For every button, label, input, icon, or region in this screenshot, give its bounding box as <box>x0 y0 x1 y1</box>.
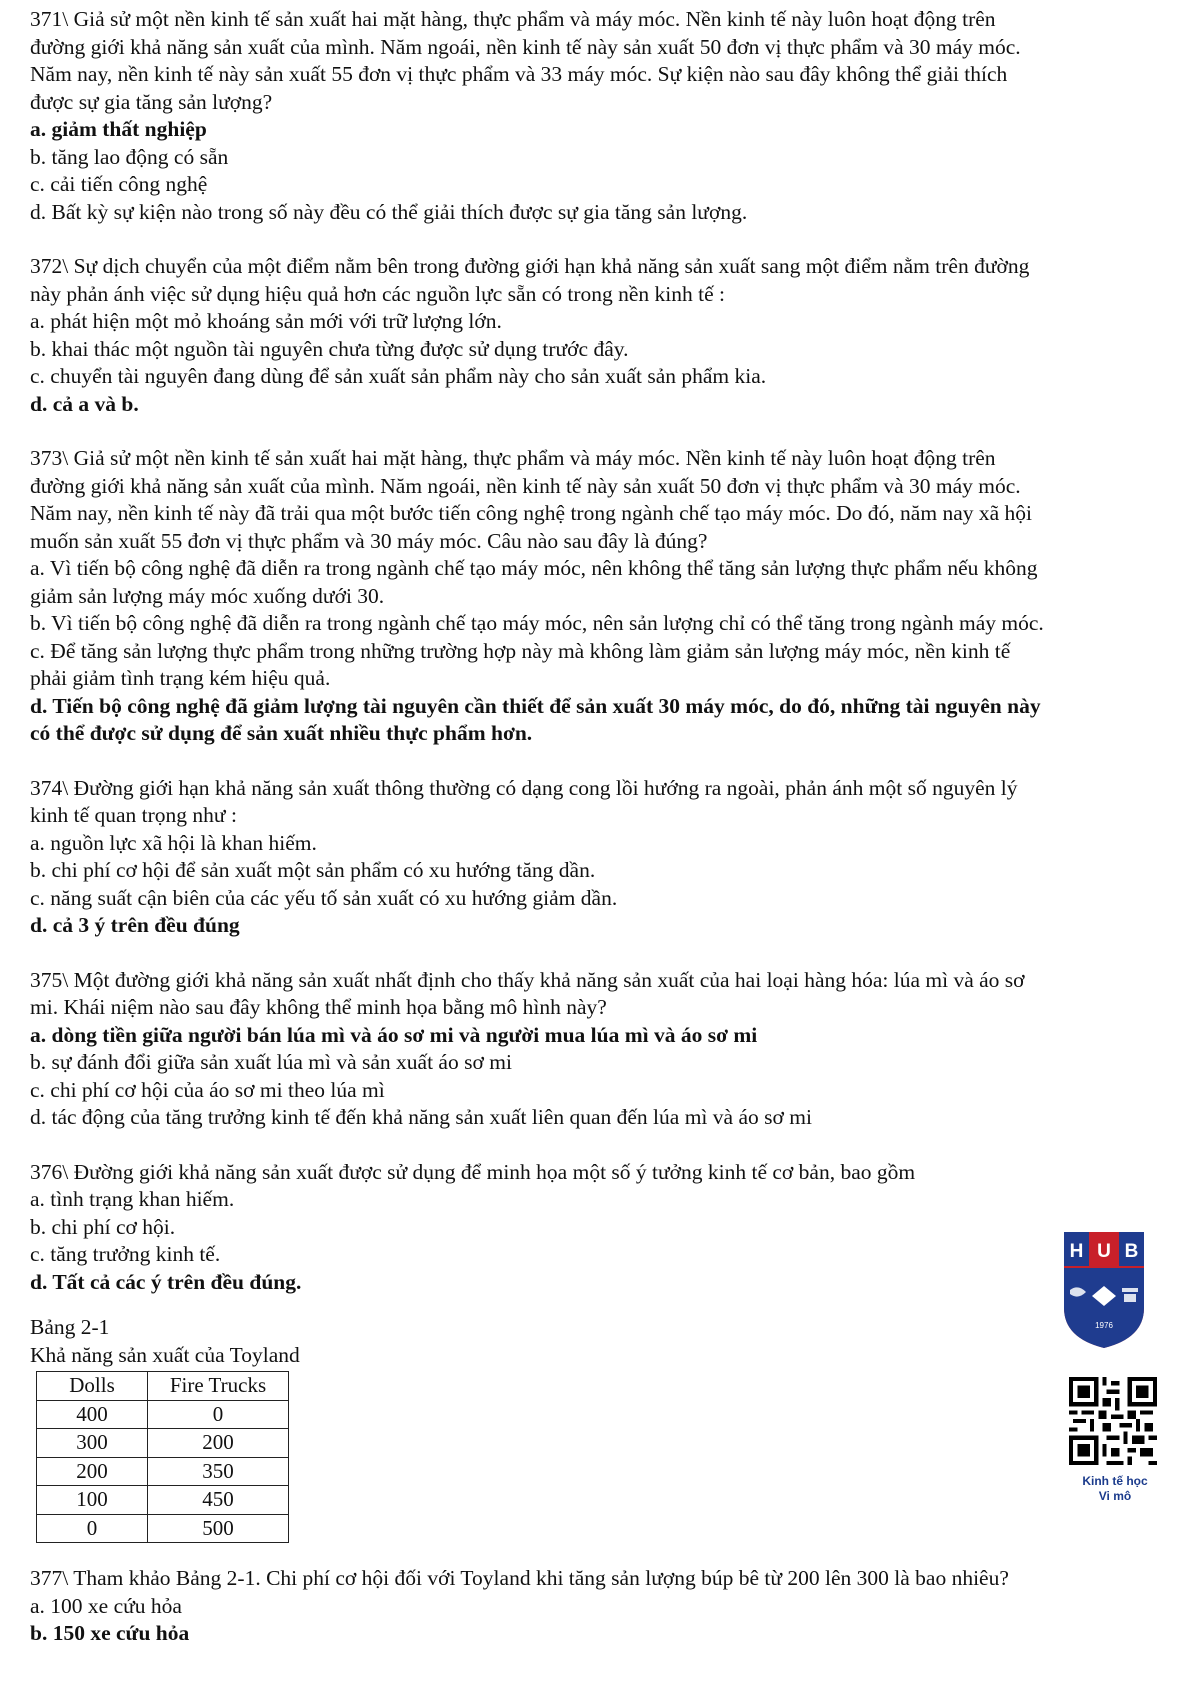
question-stem-line: được sự gia tăng sản lượng? <box>30 89 273 114</box>
qr-code-icon <box>1069 1377 1157 1465</box>
table-row <box>37 1457 289 1486</box>
question-block <box>30 6 1170 226</box>
table-cell: 100 <box>37 1486 148 1515</box>
production-possibilities-table <box>36 1371 289 1543</box>
answer-option: b. Vì tiến bộ công nghệ đã diễn ra trong ngành chế tạo máy móc, nên sản lượng chỉ có thể tăng trong ngành máy móc. <box>30 611 1044 635</box>
table-cell: 400 <box>37 1400 148 1429</box>
answer-option: c. tăng trưởng kinh tế. <box>30 1242 221 1266</box>
question-stem-line: 376\ Đường giới khả năng sản xuất được sử dụng để minh họa một số ý tưởng kinh tế cơ bản, bao gồm <box>30 1159 916 1184</box>
answer-option-correct: d. Tất cả các ý trên đều đúng. <box>30 1269 302 1294</box>
answer-option: c. cải tiến công nghệ <box>30 172 208 196</box>
logo-letter-u: U <box>1097 1241 1111 1262</box>
answer-option: a. nguồn lực xã hội là khan hiếm. <box>30 830 317 855</box>
question-block <box>30 445 1170 748</box>
answer-option: b. tăng lao động có sẵn <box>30 144 229 169</box>
answer-option: phải giảm tình trạng kém hiệu quả. <box>30 666 331 690</box>
column-header-fire-trucks: Fire Trucks <box>148 1372 289 1401</box>
table-cell: 350 <box>148 1457 289 1486</box>
answer-option: a. Vì tiến bộ công nghệ đã diễn ra trong ngành chế tạo máy móc, nên không thể tăng sản lượng thực phẩm nếu không <box>30 556 1038 580</box>
question-block <box>30 775 1170 940</box>
table-caption-number: Bảng 2-1 <box>30 1315 110 1339</box>
question-stem-line: kinh tế quan trọng như : <box>30 803 237 827</box>
table-header-row <box>37 1372 289 1401</box>
table-cell: 200 <box>148 1429 289 1458</box>
table-section <box>30 1314 1170 1543</box>
table-cell: 500 <box>148 1514 289 1543</box>
answer-option: c. Để tăng sản lượng thực phẩm trong những trường hợp này mà không làm giảm sản lượng máy móc, nền kinh tế <box>30 638 1011 663</box>
question-stem-line: 371\ Giả sử một nền kinh tế sản xuất hai mặt hàng, thực phẩm và máy móc. Nền kinh tế này luôn hoạt động trên <box>30 7 996 31</box>
logo-year: 1976 <box>1095 1321 1113 1330</box>
logo-letter-b: B <box>1124 1241 1139 1262</box>
answer-option: c. năng suất cận biên của các yếu tố sản xuất có xu hướng giảm dần. <box>30 885 618 910</box>
question-stem-line: đường giới khả năng sản xuất của mình. Năm ngoái, nền kinh tế này sản xuất 50 đơn vị thực phẩm và 30 máy móc. <box>30 34 1021 59</box>
answer-option: a. tình trạng khan hiếm. <box>30 1187 235 1211</box>
table-row <box>37 1514 289 1543</box>
answer-option: b. sự đánh đổi giữa sản xuất lúa mì và sản xuất áo sơ mi <box>30 1050 512 1074</box>
document-page <box>30 6 1170 1675</box>
university-logo-icon <box>1062 1230 1146 1350</box>
table-cell: 200 <box>37 1457 148 1486</box>
question-stem-line: đường giới khả năng sản xuất của mình. Năm ngoái, nền kinh tế này sản xuất 50 đơn vị thực phẩm và 30 máy móc. <box>30 473 1021 498</box>
question-stem-line: này phản ánh việc sử dụng hiệu quả hơn các nguồn lực sẵn có trong nền kinh tế : <box>30 281 726 306</box>
question-stem-line: 374\ Đường giới hạn khả năng sản xuất thông thường có dạng cong lồi hướng ra ngoài, phản ánh một số nguyên lý <box>30 775 1018 800</box>
answer-option: c. chi phí cơ hội của áo sơ mi theo lúa mì <box>30 1077 385 1102</box>
answer-option: d. tác động của tăng trưởng kinh tế đến khả năng sản xuất liên quan đến lúa mì và áo sơ mi <box>30 1105 812 1129</box>
answer-option: b. chi phí cơ hội. <box>30 1214 176 1239</box>
question-stem-line: 375\ Một đường giới khả năng sản xuất nhất định cho thấy khả năng sản xuất của hai loại hàng hóa: lúa mì và áo sơ <box>30 967 1025 992</box>
answer-option-correct: a. giảm thất nghiệp <box>30 117 207 141</box>
book-label <box>1060 1474 1170 1504</box>
question-stem-line: muốn sản xuất 55 đơn vị thực phẩm và 30 máy móc. Câu nào sau đây là đúng? <box>30 528 708 553</box>
answer-option: a. 100 xe cứu hỏa <box>30 1593 182 1618</box>
table-cell: 300 <box>37 1429 148 1458</box>
table-cell: 0 <box>148 1400 289 1429</box>
logo-letter-h: H <box>1069 1241 1084 1262</box>
book-label-line1: Kinh tế học <box>1082 1474 1148 1488</box>
answer-option-correct: d. cả 3 ý trên đều đúng <box>30 913 240 937</box>
question-stem-line: 372\ Sự dịch chuyển của một điểm nằm bên trong đường giới hạn khả năng sản xuất sang một điểm nằm trên đường <box>30 254 1030 278</box>
answer-option: c. chuyển tài nguyên đang dùng để sản xuất sản phẩm này cho sản xuất sản phẩm kia. <box>30 364 767 388</box>
question-377 <box>30 1565 1170 1648</box>
book-label-line2: Vi mô <box>1098 1489 1132 1503</box>
answer-option-correct: a. dòng tiền giữa người bán lúa mì và áo sơ mi và người mua lúa mì và áo sơ mi <box>30 1022 758 1047</box>
question-block <box>30 967 1170 1132</box>
table-row <box>37 1400 289 1429</box>
question-stem-line: 377\ Tham khảo Bảng 2-1. Chi phí cơ hội đối với Toyland khi tăng sản lượng búp bê từ 200 lên 300 là bao nhiêu? <box>30 1566 1009 1590</box>
question-stem-line: 373\ Giả sử một nền kinh tế sản xuất hai mặt hàng, thực phẩm và máy móc. Nền kinh tế này luôn hoạt động trên <box>30 446 996 470</box>
table-row <box>37 1486 289 1515</box>
table-row <box>37 1429 289 1458</box>
table-cell: 450 <box>148 1486 289 1515</box>
answer-option: giảm sản lượng máy móc xuống dưới 30. <box>30 583 385 608</box>
question-list <box>30 6 1170 1296</box>
question-stem-line: Năm nay, nền kinh tế này đã trải qua một bước tiến công nghệ trong ngành chế tạo máy móc. Do đó, năm nay xã hội <box>30 501 1032 525</box>
answer-option-correct: d. cả a và b. <box>30 391 139 416</box>
question-stem-line: mi. Khái niệm nào sau đây không thể minh họa bằng mô hình này? <box>30 995 607 1019</box>
answer-option: a. phát hiện một mỏ khoáng sản mới với trữ lượng lớn. <box>30 309 502 333</box>
answer-option-correct: d. Tiến bộ công nghệ đã giảm lượng tài nguyên cần thiết để sản xuất 30 máy móc, do đó, những tài nguyên này <box>30 693 1041 718</box>
column-header-dolls: Dolls <box>37 1372 148 1401</box>
answer-option: b. khai thác một nguồn tài nguyên chưa từng được sử dụng trước đây. <box>30 336 629 361</box>
answer-option-correct: có thể được sử dụng để sản xuất nhiều thực phẩm hơn. <box>30 721 533 745</box>
table-caption-title: Khả năng sản xuất của Toyland <box>30 1342 300 1367</box>
question-block <box>30 253 1170 418</box>
answer-option: b. chi phí cơ hội để sản xuất một sản phẩm có xu hướng tăng dần. <box>30 858 596 882</box>
question-block <box>30 1159 1170 1297</box>
table-cell: 0 <box>37 1514 148 1543</box>
question-stem-line: Năm nay, nền kinh tế này sản xuất 55 đơn vị thực phẩm và 33 máy móc. Sự kiện nào sau đây không thể giải thích <box>30 62 1008 86</box>
answer-option-correct: b. 150 xe cứu hỏa <box>30 1621 190 1645</box>
answer-option: d. Bất kỳ sự kiện nào trong số này đều có thể giải thích được sự gia tăng sản lượng. <box>30 199 748 224</box>
